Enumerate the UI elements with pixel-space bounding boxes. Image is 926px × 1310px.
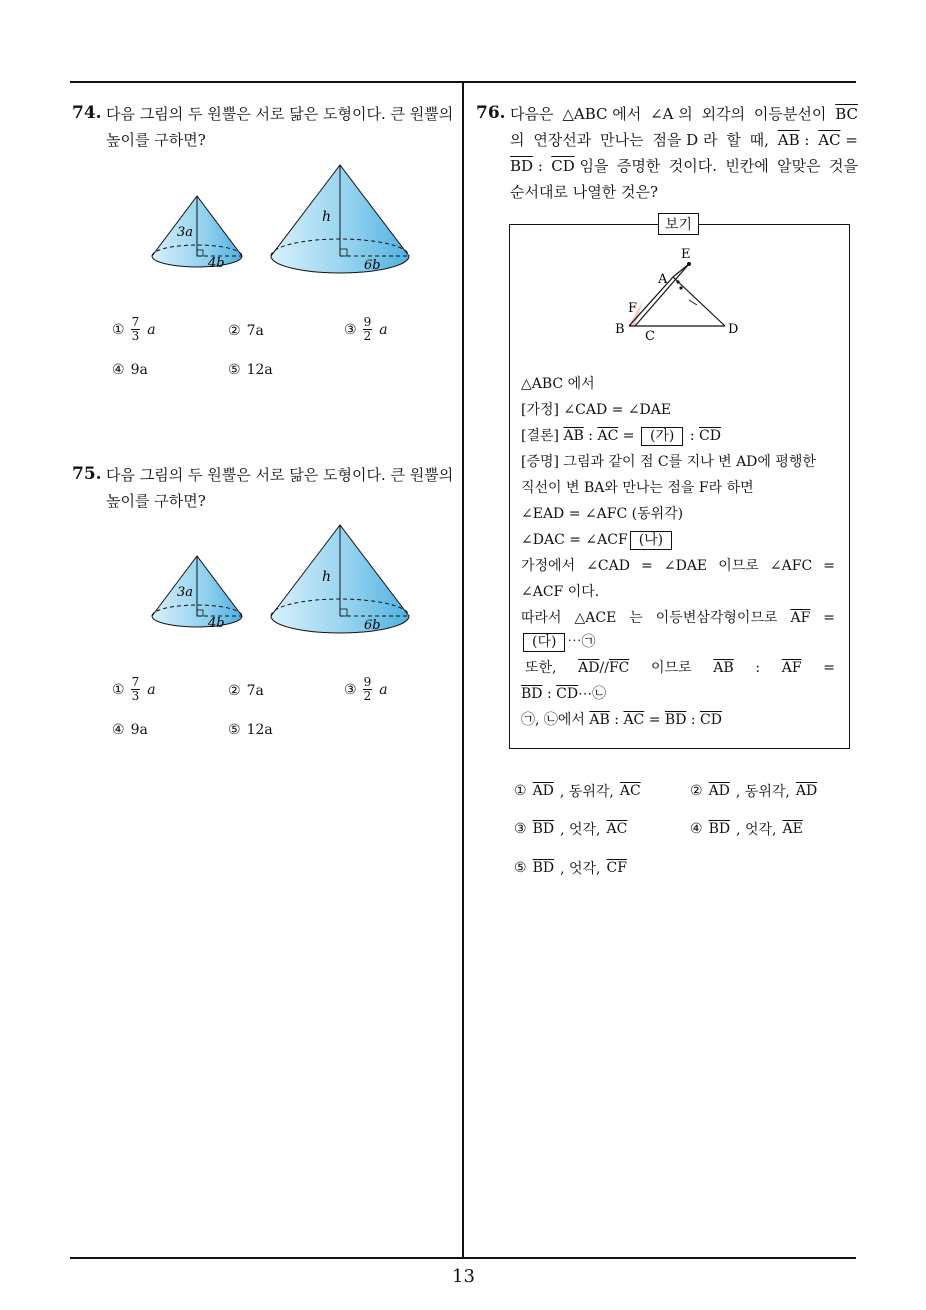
- q74-big-cone: [271, 165, 409, 273]
- blank-na: (나): [630, 531, 672, 550]
- q74-small-height: 3a: [177, 225, 194, 240]
- bogi-line-9: ∠ACF 이다.: [521, 584, 600, 600]
- q75-option-4[interactable]: ④ 9a: [112, 722, 148, 738]
- q74-option-3[interactable]: ③ $\frac{9}{2}$ a: [344, 315, 388, 343]
- q74-line2: 높이를 구하면?: [106, 131, 206, 149]
- page-number: 13: [452, 1266, 475, 1287]
- q76-line4: 순서대로 나열한 것은?: [510, 183, 658, 201]
- q74-cones-figure: [140, 160, 420, 280]
- q74-big-radius: 6b: [364, 258, 381, 273]
- q75-big-cone: [271, 525, 409, 633]
- blank-ga: (가): [641, 427, 683, 446]
- q76-point-a: A: [658, 272, 668, 287]
- q74-line1: 다음 그림의 두 원뿔은 서로 닮은 도형이다. 큰 원뿔의: [106, 105, 454, 123]
- q76-line2: 의 연장선과 만나는 점을 D 라 할 때, $\overline{AB}$ : $\overline{AC}$ =: [510, 131, 858, 149]
- q76-point-d: D: [728, 322, 739, 337]
- q76-point-c: C: [645, 329, 655, 344]
- bogi-line-3: [결론] $\overline{AB}$ : $\overline{AC}$ = (가) : $\overline{CD}$: [521, 428, 721, 444]
- q76-point-b: B: [615, 322, 625, 337]
- q75-line1: 다음 그림의 두 원뿔은 서로 닮은 도형이다. 큰 원뿔의: [106, 466, 454, 484]
- bogi-line-7: ∠DAC = ∠ACF (나): [521, 530, 674, 550]
- q76-triangle-figure: [605, 242, 755, 347]
- q76-option-3[interactable]: ③ $\overline{BD}$ , 엇각, $\overline{AC}$: [514, 821, 628, 838]
- q75-line2: 높이를 구하면?: [106, 492, 206, 510]
- q74-option-5[interactable]: ⑤ 12a: [228, 362, 273, 378]
- bogi-line-8: 가정에서 ∠CAD = ∠DAE 이므로 ∠AFC =: [521, 558, 835, 574]
- q76-line1: 다음은 △ABC 에서 ∠A 의 외각의 이등분선이 $\overline{BC}$: [510, 105, 858, 123]
- q76-option-1[interactable]: ① $\overline{AD}$ , 동위각, $\overline{AC}$: [514, 783, 641, 800]
- q74-option-1[interactable]: ① $\frac{7}{3}$ a: [112, 315, 156, 343]
- bogi-line-14: ㉠, ㉡에서 $\overline{AB}$ : $\overline{AC} = \overline{BD}$ : $\overline{CD}$: [521, 712, 722, 728]
- q76-bogi-label: 보기: [658, 213, 699, 235]
- q75-text: [106, 462, 458, 514]
- bogi-line-12: 또한, $\overline{AD}//\overline{FC}$ 이므로 $\overline{AB}$ : $\overline{AF}$ =: [525, 660, 835, 676]
- q75-big-radius: 6b: [364, 618, 381, 633]
- q75-small-height: 3a: [177, 585, 194, 600]
- q75-number: 75.: [72, 464, 102, 484]
- q76-text: [510, 101, 858, 205]
- q74-small-radius: 4b: [208, 256, 225, 271]
- q75-small-cone: [152, 556, 242, 631]
- q75-small-radius: 4b: [208, 616, 225, 631]
- q75-big-height: h: [322, 569, 332, 585]
- bogi-line-5: 직선이 변 BA와 만나는 점을 F라 하면: [521, 480, 754, 496]
- q75-option-3[interactable]: ③ $\frac{9}{2}$ a: [344, 675, 388, 703]
- q74-small-cone: [152, 196, 242, 271]
- q74-number: 74.: [72, 103, 102, 123]
- q76-option-4[interactable]: ④ $\overline{BD}$ , 엇각, $\overline{AE}$: [690, 821, 803, 838]
- bogi-line-10: 따라서 △ACE 는 이등변삼각형이므로 $\overline{AF}$ =: [521, 610, 835, 626]
- q75-option-5[interactable]: ⑤ 12a: [228, 722, 273, 738]
- q74-option-2[interactable]: ② 7a: [228, 323, 264, 339]
- q76-point-e: E: [681, 247, 691, 262]
- q76-option-5[interactable]: ⑤ $\overline{BD}$ , 엇각, $\overline{CF}$: [514, 860, 627, 877]
- q74-big-height: h: [322, 209, 332, 225]
- column-divider: [462, 81, 464, 1259]
- q75-option-1[interactable]: ① $\frac{7}{3}$ a: [112, 675, 156, 703]
- q75-cones-figure: [140, 520, 420, 640]
- q76-line3: $\overline{BD}$ : $\overline{CD}$ 임을 증명한 것이다. 빈칸에 알맞은 것을: [510, 157, 858, 175]
- bogi-line-13: $\overline{BD}$ : $\overline{CD}\cdots㉡$: [521, 686, 607, 702]
- bogi-line-11: (다) ⋯㉠: [521, 632, 595, 652]
- q75-option-2[interactable]: ② 7a: [228, 683, 264, 699]
- bottom-rule: [70, 1257, 856, 1259]
- q76-point-f: F: [628, 301, 638, 316]
- bogi-line-1: △ABC 에서: [521, 376, 595, 392]
- bogi-line-6: ∠EAD = ∠AFC (동위각): [521, 506, 684, 522]
- blank-da: (다): [523, 633, 565, 652]
- q74-option-4[interactable]: ④ 9a: [112, 362, 148, 378]
- bogi-line-2: [가정] ∠CAD = ∠DAE: [521, 402, 672, 418]
- q76-option-2[interactable]: ② $\overline{AD}$ , 동위각, $\overline{AD}$: [690, 783, 818, 800]
- bogi-line-4: [증명] 그림과 같이 점 C를 지나 변 AD에 평행한: [521, 454, 816, 470]
- q74-text: [106, 101, 458, 153]
- q76-number: 76.: [476, 103, 506, 123]
